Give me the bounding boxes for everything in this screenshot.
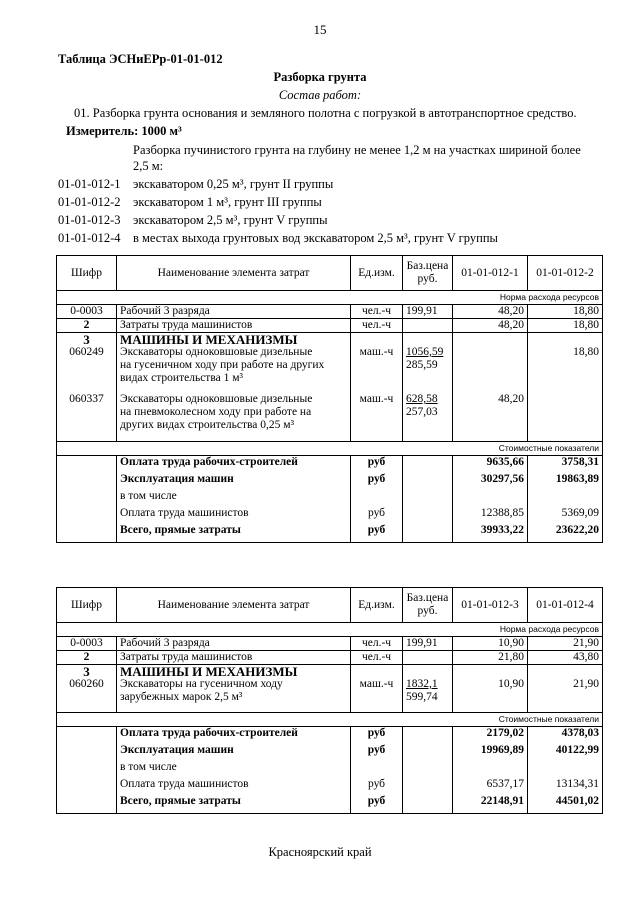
table-row: Эксплуатация машин руб 30297,56 19863,89: [57, 473, 603, 490]
composition-label: Состав работ:: [278, 88, 362, 102]
table-row: Оплата труда машинистов руб 12388,85 5369,09: [57, 507, 603, 524]
page-title: Разборка грунта: [273, 70, 367, 84]
resource-table-2: [56, 587, 603, 814]
footer-region: Красноярский край: [268, 845, 372, 859]
resource-table-1: [56, 255, 603, 543]
table-row: в том числе: [57, 761, 603, 778]
measure-unit: Измеритель: 1000 м³: [66, 124, 182, 138]
variant-text: в местах выхода грунтовых вод экскаватором 2,5 м³, грунт V группы: [133, 231, 498, 245]
table-row: Оплата труда рабочих-строителей руб 9635,66 3758,31: [57, 456, 603, 474]
table-row: 3 МАШИНЫ И МЕХАНИЗМЫ: [57, 333, 603, 347]
header-variant-1: 01-01-012-1: [453, 256, 528, 291]
table-row: в том числе: [57, 490, 603, 507]
table-row: 2 Затраты труда машинистов чел.-ч 48,20 18,80: [57, 319, 603, 333]
table-row: 3 МАШИНЫ И МЕХАНИЗМЫ: [57, 665, 603, 679]
table-row: Всего, прямые затраты руб 22148,91 44501,02: [57, 795, 603, 814]
variant-code: 01-01-012-1: [58, 177, 121, 191]
page-number: 15: [313, 22, 327, 37]
section-norms: Норма расхода ресурсов: [57, 291, 603, 305]
header-variant-4: 01-01-012-4: [528, 588, 603, 623]
table-row: Всего, прямые затраты руб 39933,22 23622,20: [57, 524, 603, 543]
header-variant-2: 01-01-012-2: [528, 256, 603, 291]
variant-code: 01-01-012-2: [58, 195, 121, 209]
section-costs: Стоимостные показатели: [57, 713, 603, 727]
variant-text: экскаватором 0,25 м³, грунт II группы: [133, 177, 334, 191]
table-row: 2 Затраты труда машинистов чел.-ч 21,80 43,80: [57, 651, 603, 665]
table-row: Эксплуатация машин руб 19969,89 40122,99: [57, 744, 603, 761]
header-unit: Ед.изм.: [351, 256, 403, 291]
variant-text: экскаватором 2,5 м³, грунт V группы: [133, 213, 328, 227]
header-unit: Ед.изм.: [351, 588, 403, 623]
variant-text: экскаватором 1 м³, грунт III группы: [133, 195, 322, 209]
section-norms: Норма расхода ресурсов: [57, 623, 603, 637]
header-price: Баз.цена руб.: [403, 256, 453, 291]
header-name: Наименование элемента затрат: [117, 588, 351, 623]
table-row: 060260 Экскаваторы на гусеничном ходу зарубежных марок 2,5 м³ маш.-ч 1832,1 599,74 10,90 21,90: [57, 678, 603, 713]
description-line-1: Разборка пучинистого грунта на глубину не менее 1,2 м на участках шириной более: [133, 143, 581, 157]
table-row: 060337 Экскаваторы одноковшовые дизельные на пневмоколесном ходу при работе на других видах строительства 0,25 м³ маш.-ч 628,58 257,03 48,20: [57, 393, 603, 442]
header-name: Наименование элемента затрат: [117, 256, 351, 291]
header-code: Шифр: [57, 588, 117, 623]
table-row: 0-0003 Рабочий 3 разряда чел.-ч 199,91 48,20 18,80: [57, 305, 603, 319]
table-row: 0-0003 Рабочий 3 разряда чел.-ч 199,91 10,90 21,90: [57, 637, 603, 651]
table-row: Оплата труда машинистов руб 6537,17 13134,31: [57, 778, 603, 795]
work-item: 01. Разборка грунта основания и земляного полотна с погрузкой в автотранспортное средство.: [74, 106, 577, 120]
variant-code: 01-01-012-3: [58, 213, 121, 227]
variant-code: 01-01-012-4: [58, 231, 121, 245]
header-variant-3: 01-01-012-3: [453, 588, 528, 623]
section-costs: Стоимостные показатели: [57, 442, 603, 456]
table-code: Таблица ЭСНиЕРр-01-01-012: [58, 52, 223, 66]
table-row: 060249 Экскаваторы одноковшовые дизельные на гусеничном ходу при работе на других видах строительства 1 м³ маш.-ч 1056,59 285,59 18,80: [57, 346, 603, 393]
header-code: Шифр: [57, 256, 117, 291]
table-row: Оплата труда рабочих-строителей руб 2179,02 4378,03: [57, 727, 603, 745]
header-price: Баз.цена руб.: [403, 588, 453, 623]
description-line-2: 2,5 м:: [133, 159, 164, 173]
